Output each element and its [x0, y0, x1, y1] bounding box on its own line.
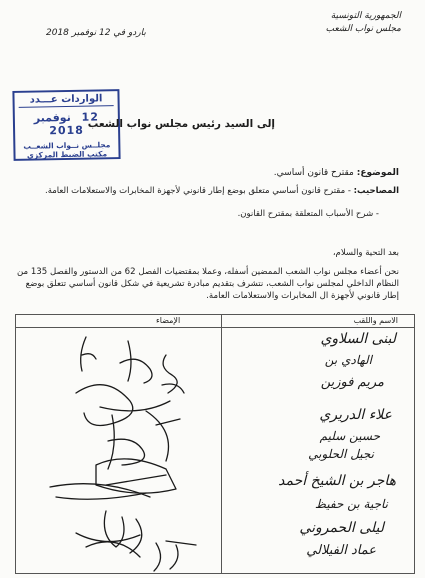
stamp-org-line1: مجلــس نــواب الشعــب: [23, 140, 111, 151]
assembly-name: مجلس نواب الشعب: [325, 24, 401, 34]
attachment-bullet: - شرح الأسباب المتعلقة بمقترح القانون.: [237, 209, 379, 219]
signature-mark: [120, 341, 152, 383]
republic-name: الجمهورية التونسية: [330, 11, 401, 21]
handwritten-name: علاء الدريري: [319, 407, 392, 423]
signature-mark: [81, 337, 96, 371]
handwritten-name: عماد الفيلالي: [306, 543, 376, 558]
subject-text: مقترح قانون أساسي.: [273, 168, 354, 178]
subject-line: [39, 168, 399, 178]
signatures-drawing: [16, 315, 221, 573]
signature-mark: [96, 459, 176, 493]
handwritten-name: حسين سليم: [319, 429, 380, 443]
stamp-org-line2: مكتب الضبط المركزي: [26, 149, 108, 160]
handwritten-name: لبنى السلاوي: [320, 331, 396, 347]
stamp-year: 2018: [49, 123, 85, 138]
attachments-line: [4, 186, 399, 196]
signature-table: [15, 314, 415, 574]
handwritten-name: الهادي بن: [324, 353, 372, 367]
signature-mark: [162, 355, 184, 393]
signatures-column-header: الإمضاء: [156, 316, 181, 325]
greeting: بعد التحية والسلام،: [332, 248, 399, 258]
stamp-day: 12: [81, 110, 100, 124]
signature-mark: [146, 411, 180, 461]
subject-label: الموضوع:: [356, 168, 399, 178]
table-column-divider: [221, 315, 222, 573]
date-line: باردو في 12 نوفمبر 2018: [46, 28, 146, 38]
handwritten-name: ناجية بن حفيظ: [314, 497, 388, 511]
stamp-title: الواردات عـــدد: [18, 93, 113, 108]
handwritten-name: نجيل الحلوبي: [308, 447, 374, 461]
handwritten-name: ليلى الحمروني: [299, 520, 384, 536]
stamp-org: [19, 140, 114, 160]
names-column-header: الاسم واللقب: [353, 316, 398, 325]
signature-mark: [154, 541, 196, 571]
signature-mark: [104, 511, 141, 553]
letter-body: نحن أعضاء مجلس نواب الشعب الممضين أسفله، وعملا بمقتضيات الفصل 62 من الدستور والفصل 135 من النظام الداخلي لمجلس نواب الشعب، نتشرف بتقديم مبادرة تشريعية في شكل قانون أساسي تتعلق بوضع إطار قانوني لأجهزة ال المخابرات والاستعلامات العامة.: [16, 267, 399, 301]
handwritten-name: مريم فوزين: [320, 375, 384, 390]
letterhead: [286, 10, 401, 36]
handwritten-name: هاجر بن الشيخ أحمد: [278, 473, 396, 489]
attachments-label: المصاحيب:: [353, 186, 399, 196]
attachments-text: - مقترح قانون أساسي متعلق بوضع إطار قانوني لأجهزة المخابرات والاستعلامات العامة.: [45, 186, 351, 196]
stamp-month: نوفمبر: [33, 110, 71, 125]
addressee: إلى السيد رئيس مجلس نواب الشعب: [87, 118, 275, 130]
